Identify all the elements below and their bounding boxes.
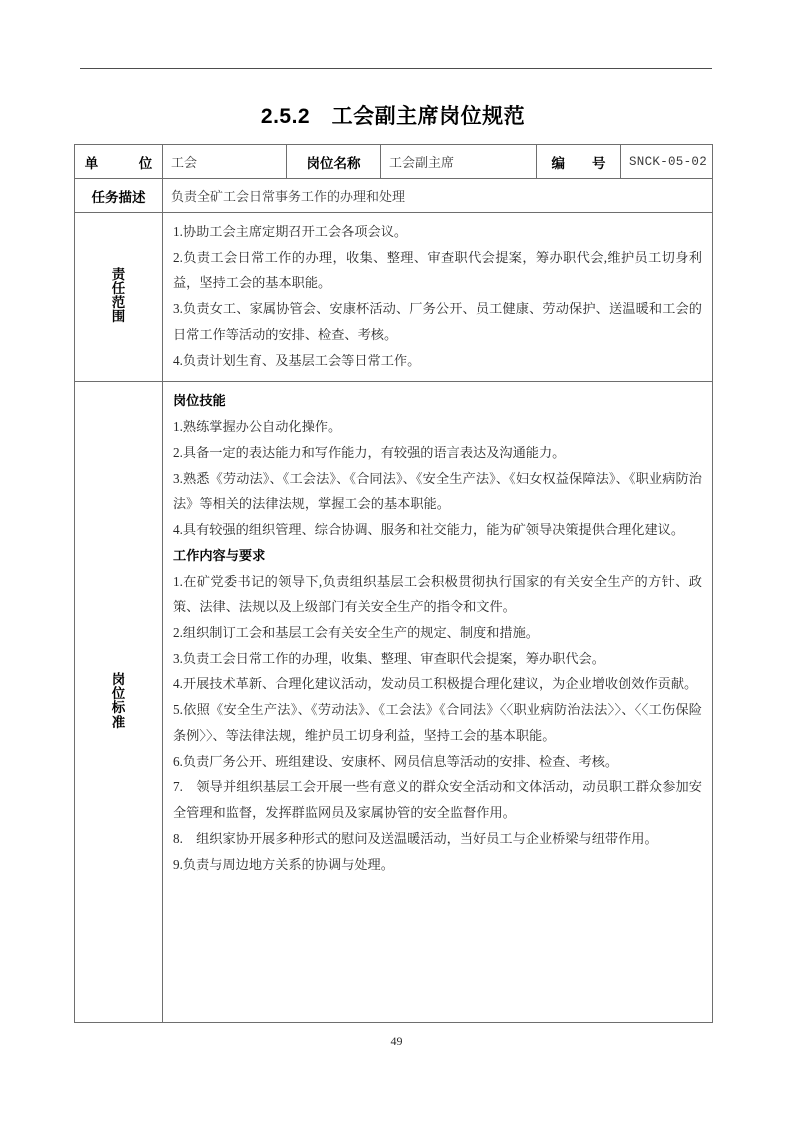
duty-item-list — [173, 219, 702, 373]
work-item: 5.依照《安全生产法》、《劳动法》、《工会法》《合同法》〈〈职业病防治法法〉〉、〈〈工伤保险条例〉〉、等法律法规，维护员工切身利益，坚持工会的基本职能。 — [173, 702, 702, 743]
skills-item: 4.具有较强的组织管理、综合协调、服务和社交能力，能为矿领导决策提供合理化建议。 — [173, 522, 685, 538]
duty-item: 2.负责工会日常工作的办理，收集、整理、审查职代会提案，筹办职代会,维护员工切身利益，坚持工会的基本职能。 — [173, 249, 702, 291]
work-heading: 工作内容与要求 — [173, 547, 266, 563]
job-standard-content — [163, 382, 713, 1023]
header-rule — [80, 68, 712, 69]
skills-item: 3.熟悉《劳动法》、《工会法》、《合同法》、《安全生产法》、《妇女权益保障法》、《职业病防治法》等相关的法律法规，掌握工会的基本职能。 — [173, 470, 702, 512]
duty-scope-label-text: 责任范围 — [111, 266, 126, 325]
duty-item: 4.负责计划生育、及基层工会等日常工作。 — [173, 352, 421, 368]
table-row-header-info — [75, 145, 713, 179]
duty-item: 3.负责女工、家属协管会、安康杯活动、厂务公开、员工健康、劳动保护、送温暖和工会的日常工作等活动的安排、检查、考核。 — [173, 301, 702, 342]
skills-item: 1.熟练掌握办公自动化操作。 — [173, 419, 342, 435]
skills-heading: 岗位技能 — [173, 393, 226, 409]
position-value: 工会副主席 — [381, 145, 537, 179]
job-standard-label — [75, 382, 163, 1023]
unit-value: 工会 — [163, 145, 287, 179]
unit-label: 单 位 — [75, 145, 163, 179]
position-label: 岗位名称 — [287, 145, 381, 179]
table-row-job-standard — [75, 382, 713, 1023]
work-item: 9.负责与周边地方关系的协调与处理。 — [173, 856, 394, 872]
duty-scope-label — [75, 213, 163, 382]
work-item: 1.在矿党委书记的领导下,负责组织基层工会积极贯彻执行国家的有关安全生产的方针、政策、法律、法规以及上级部门有关安全生产的指令和文件。 — [173, 573, 702, 615]
work-item-list — [173, 569, 702, 878]
work-item: 2.组织制订工会和基层工会有关安全生产的规定、制度和措施。 — [173, 625, 539, 641]
table-row-duty-scope — [75, 213, 713, 382]
page-title: 2.5.2 工会副主席岗位规范 — [260, 105, 526, 128]
work-item: 8. 组织家协开展多种形式的慰问及送温暖活动，当好员工与企业桥梁与纽带作用。 — [173, 830, 658, 846]
skills-item-list — [173, 414, 702, 543]
code-label: 编 号 — [537, 145, 621, 179]
task-value: 负责全矿工会日常事务工作的办理和处理 — [163, 179, 713, 213]
skills-item: 2.具备一定的表达能力和写作能力，有较强的语言表达及沟通能力。 — [173, 444, 566, 460]
table-row-task-description — [75, 179, 713, 213]
work-item: 7. 领导并组织基层工会开展一些有意义的群众安全活动和文体活动，动员职工群众参加安全管理和监督，发挥群监网员及家属协管的安全监督作用。 — [173, 779, 702, 821]
code-value: SNCK-05-02 — [621, 145, 713, 179]
work-item: 4.开展技术革新、合理化建议活动，发动员工积极提合理化建议，为企业增收创效作贡献。 — [173, 676, 698, 692]
work-item: 3.负责工会日常工作的办理，收集、整理、审查职代会提案，筹办职代会。 — [173, 650, 605, 666]
task-label: 任务描述 — [75, 179, 163, 213]
page-number: 49 — [390, 1034, 403, 1048]
job-standard-label-text: 岗位标准 — [111, 672, 126, 730]
duty-item: 1.协助工会主席定期召开工会各项会议。 — [173, 224, 408, 239]
work-item: 6.负责厂务公开、班组建设、安康杯、网员信息等活动的安排、检查、考核。 — [173, 753, 619, 769]
duty-scope-content — [163, 213, 713, 382]
job-spec-table — [74, 144, 713, 1023]
